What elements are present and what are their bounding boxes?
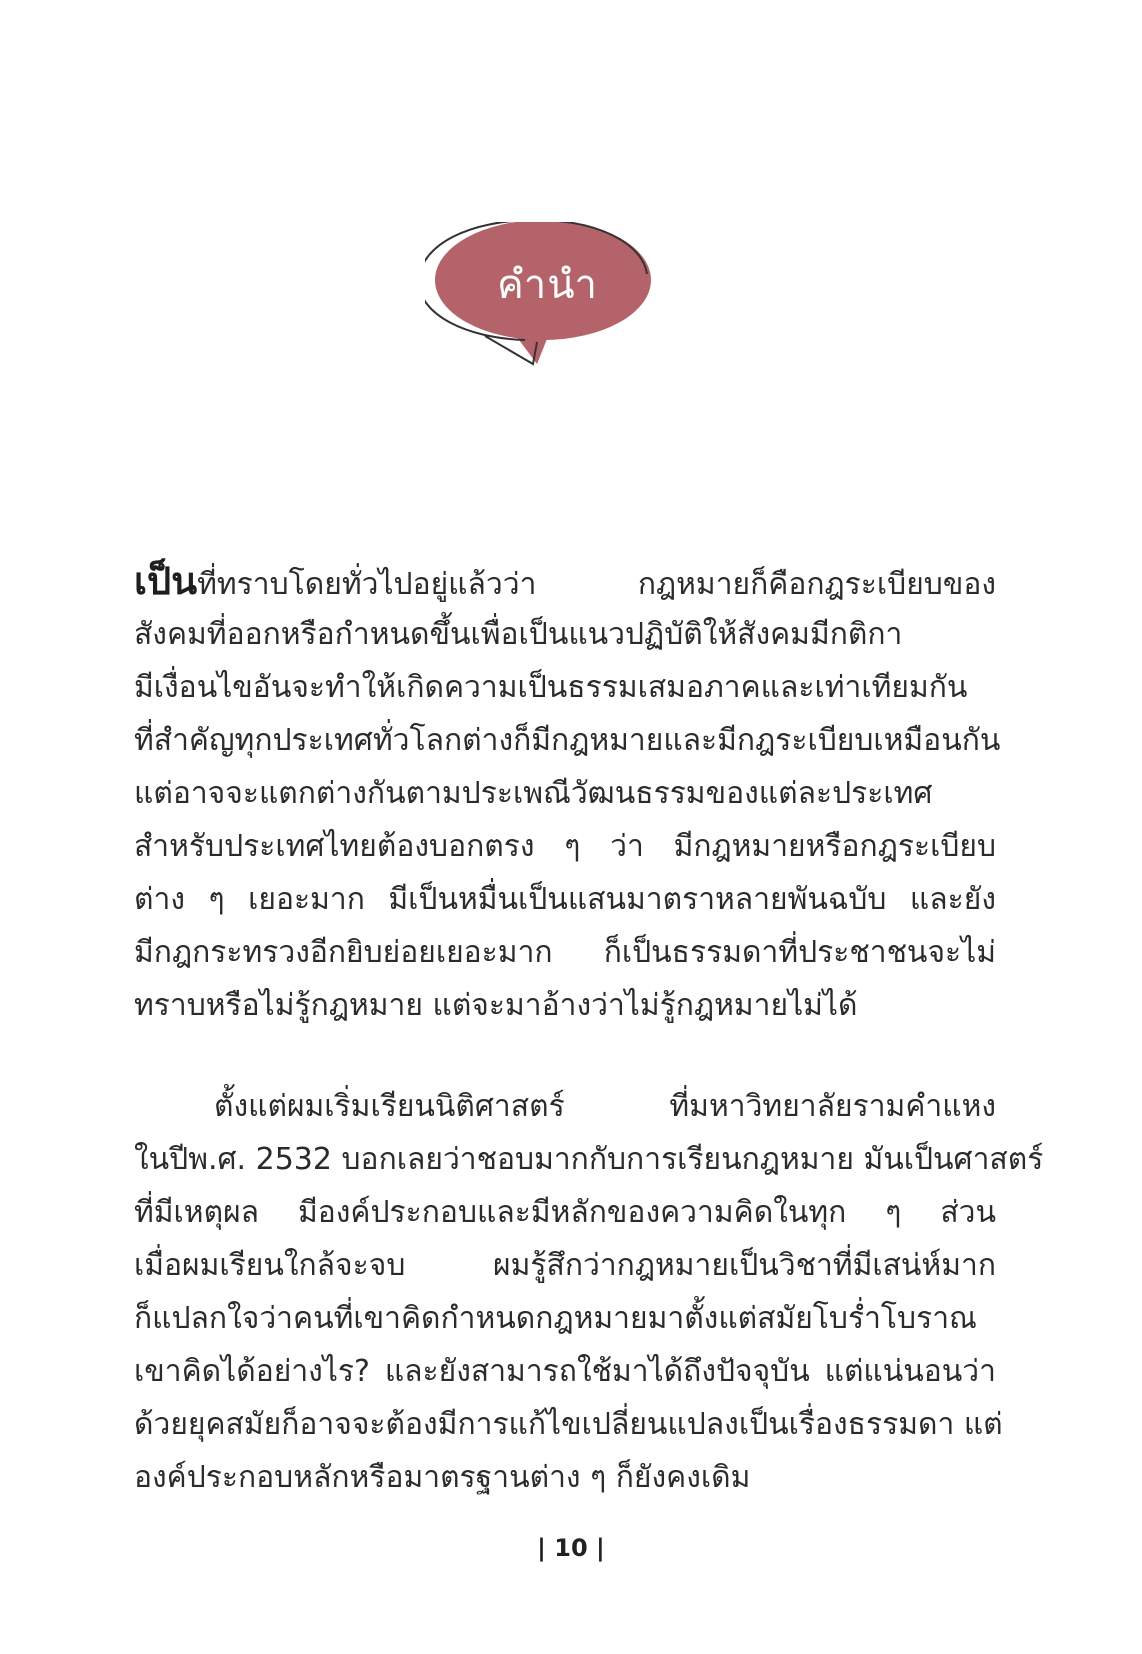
text-line: ต่าง ๆ เยอะมาก มีเป็นหมื่นเป็นแสนมาตราหลายพันฉบับ และยัง [134,882,996,917]
text-line: มีกฎกระทรวงอีกยิบย่อยเยอะมาก ก็เป็นธรรมดาที่ประชาชนจะไม่ [134,935,996,970]
text-line: เมื่อผมเรียนใกล้จะจบ ผมรู้สึกว่ากฎหมายเป็นวิชาที่มีเสน่ห์มาก [134,1248,996,1283]
page-number: | 10 | [537,1534,605,1562]
text-line: แต่อาจจะแตกต่างกันตามประเพณีวัฒนธรรมของแต่ละประเทศ [134,776,933,811]
text-line: ก็แปลกใจว่าคนที่เขาคิดกำหนดกฎหมายมาตั้งแต่สมัยโบร่ำโบราณ [134,1301,977,1336]
text-line: ที่สำคัญทุกประเทศทั่วโลกต่างก็มีกฎหมายและมีกฎระเบียบเหมือนกัน [134,723,1001,758]
text-line: สำหรับประเทศไทยต้องบอกตรง ๆ ว่า มีกฎหมายหรือกฎระเบียบ [134,829,996,864]
text-line: องค์ประกอบหลักหรือมาตรฐานต่าง ๆ ก็ยังคงเดิม [134,1460,751,1495]
page-title: คำนำ [496,262,599,308]
text-line: เป็นที่ทราบโดยทั่วไปอยู่แล้วว่า กฎหมายก็คือกฎระเบียบของ [134,559,996,603]
text-line: ในปีพ.ศ. 2532 บอกเลยว่าชอบมากกับการเรียนกฎหมาย มันเป็นศาสตร์ [134,1142,1044,1177]
text-line: เขาคิดได้อย่างไร? และยังสามารถใช้มาได้ถึงปัจจุบัน แต่แน่นอนว่า [134,1354,996,1389]
heading-speech-bubble [425,222,685,392]
body-text [134,555,1044,1504]
paragraph-1 [134,555,1001,1032]
text-line: มีเงื่อนไขอันจะทำให้เกิดความเป็นธรรมเสมอภาคและเท่าเทียมกัน [134,670,968,705]
text-line: ทราบหรือไม่รู้กฎหมาย แต่จะมาอ้างว่าไม่รู้กฎหมายไม่ได้ [134,988,858,1023]
text-line: สังคมที่ออกหรือกำหนดขึ้นเพื่อเป็นแนวปฏิบัติให้สังคมมีกติกา [134,617,903,652]
text-line: ที่มีเหตุผล มีองค์ประกอบและมีหลักของความคิดในทุก ๆ ส่วน [134,1195,996,1230]
text-line: ตั้งแต่ผมเริ่มเรียนนิติศาสตร์ ที่มหาวิทยาลัยรามคำแหง [214,1089,996,1124]
dropcap-word: เป็น [134,559,198,603]
paragraph-2 [134,1080,1044,1504]
text-line: ด้วยยุคสมัยก็อาจจะต้องมีการแก้ไขเปลี่ยนแปลงเป็นเรื่องธรรมดา แต่ [134,1407,1003,1442]
